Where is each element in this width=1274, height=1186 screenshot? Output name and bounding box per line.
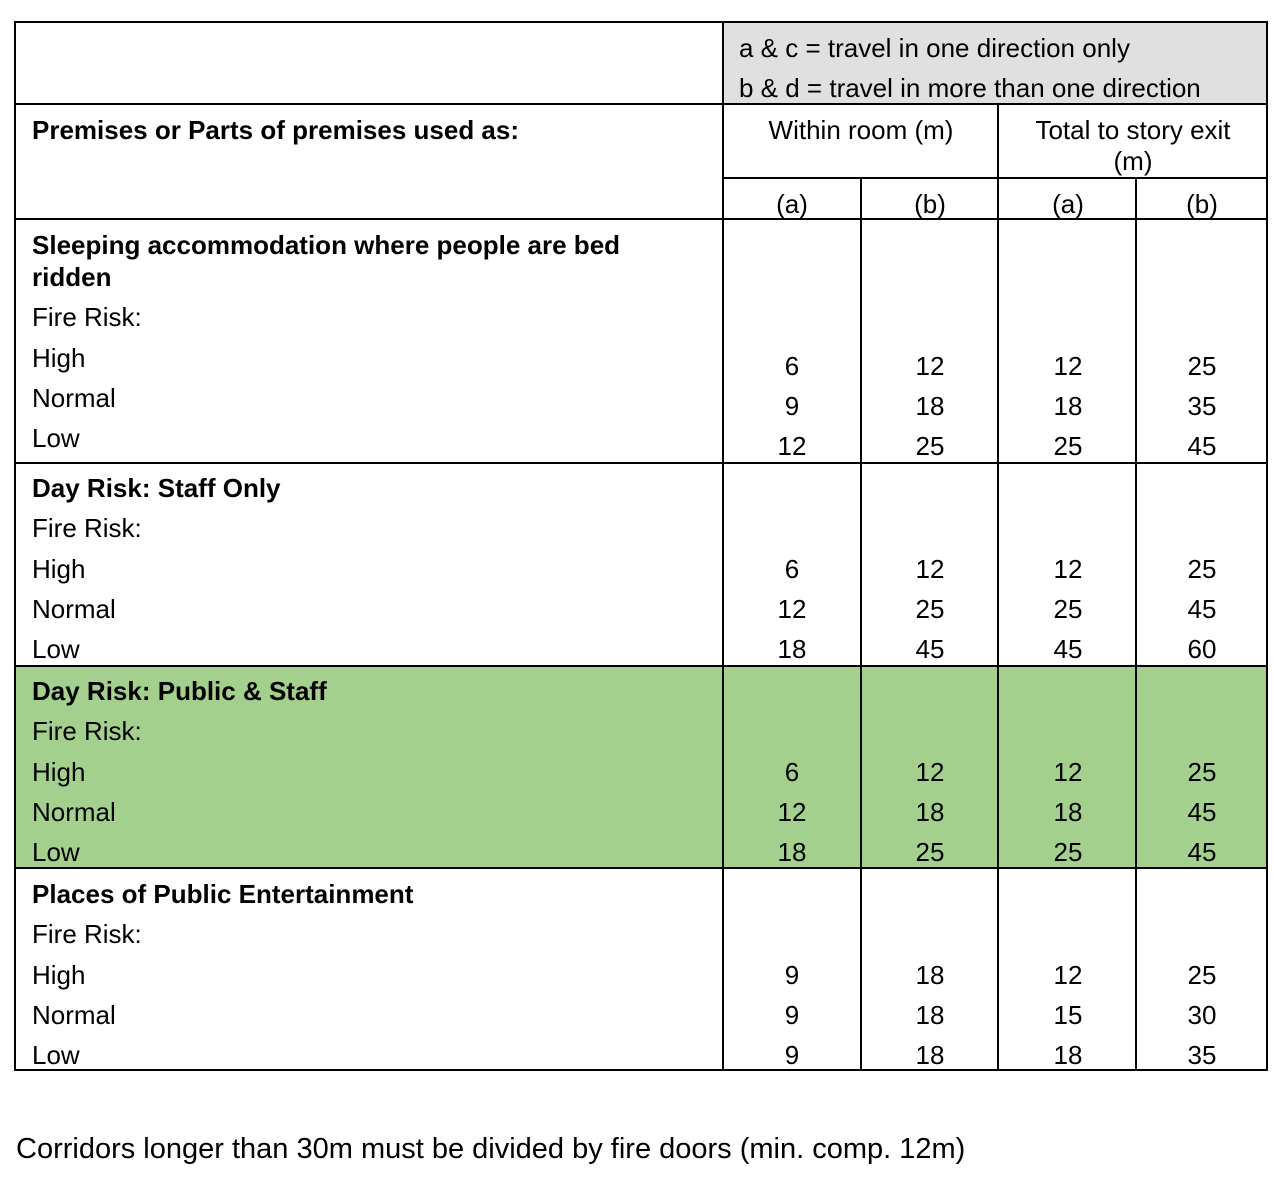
premises-header: Premises or Parts of premises used as: bbox=[32, 115, 520, 145]
border-left bbox=[14, 21, 16, 1071]
border-section-2 bbox=[14, 665, 1268, 667]
cell-value: 6 bbox=[784, 351, 800, 381]
cell-value: 45 bbox=[1187, 837, 1217, 867]
border-legend-bottom bbox=[14, 103, 1268, 105]
row-label-normal: Normal bbox=[32, 797, 116, 827]
cell-value: 6 bbox=[784, 757, 800, 787]
cell-value: 18 bbox=[915, 1000, 945, 1030]
row-label-low: Low bbox=[32, 423, 80, 453]
cell-value: 35 bbox=[1187, 1040, 1217, 1070]
cell-value: 6 bbox=[784, 554, 800, 584]
cell-value: 25 bbox=[1053, 837, 1083, 867]
cell-value: 45 bbox=[1053, 634, 1083, 664]
border-section-3 bbox=[14, 867, 1268, 869]
legend-line-2: b & d = travel in more than one direction bbox=[739, 73, 1201, 103]
cell-value: 15 bbox=[1053, 1000, 1083, 1030]
legend-line-1: a & c = travel in one direction only bbox=[739, 33, 1130, 63]
section-title-cont: ridden bbox=[32, 262, 112, 292]
cell-value: 12 bbox=[915, 554, 945, 584]
cell-value: 45 bbox=[915, 634, 945, 664]
cell-value: 12 bbox=[1053, 757, 1083, 787]
row-label-low: Low bbox=[32, 634, 80, 664]
cell-value: 25 bbox=[915, 594, 945, 624]
cell-value: 12 bbox=[777, 431, 807, 461]
cell-value: 12 bbox=[1053, 351, 1083, 381]
cell-value: 18 bbox=[777, 837, 807, 867]
cell-value: 35 bbox=[1187, 391, 1217, 421]
cell-value: 45 bbox=[1187, 594, 1217, 624]
border-top bbox=[14, 21, 1268, 23]
cell-value: 18 bbox=[1053, 391, 1083, 421]
cell-value: 9 bbox=[784, 1000, 800, 1030]
section-title: Places of Public Entertainment bbox=[32, 879, 414, 909]
cell-value: 30 bbox=[1187, 1000, 1217, 1030]
cell-value: 25 bbox=[1187, 554, 1217, 584]
cell-value: 18 bbox=[1053, 797, 1083, 827]
within-room-header: Within room (m) bbox=[768, 115, 954, 145]
cell-value: 25 bbox=[1053, 431, 1083, 461]
cell-value: 60 bbox=[1187, 634, 1217, 664]
row-label-high: High bbox=[32, 757, 86, 787]
cell-value: 12 bbox=[777, 797, 807, 827]
row-label-high: High bbox=[32, 554, 86, 584]
border-right bbox=[1266, 21, 1268, 1071]
cell-value: 9 bbox=[784, 960, 800, 990]
cell-value: 12 bbox=[915, 757, 945, 787]
border-section-1 bbox=[14, 462, 1268, 464]
border-within-room bbox=[997, 103, 999, 1071]
border-label-col bbox=[722, 21, 724, 1071]
cell-value: 25 bbox=[915, 837, 945, 867]
cell-value: 12 bbox=[777, 594, 807, 624]
col-header-b2: (b) bbox=[1186, 189, 1218, 219]
col-header-b1: (b) bbox=[914, 189, 946, 219]
cell-value: 18 bbox=[1053, 1040, 1083, 1070]
row-label-low: Low bbox=[32, 1040, 80, 1070]
row-label-low: Low bbox=[32, 837, 80, 867]
border-subheader bbox=[723, 177, 1268, 179]
border-col-b2 bbox=[1135, 177, 1137, 1071]
section-title: Sleeping accommodation where people are bed bbox=[32, 230, 621, 260]
fire-risk-label: Fire Risk: bbox=[32, 919, 142, 949]
cell-value: 45 bbox=[1187, 797, 1217, 827]
cell-value: 12 bbox=[1053, 554, 1083, 584]
cell-value: 9 bbox=[784, 1040, 800, 1070]
footnote: Corridors longer than 30m must be divided by fire doors (min. comp. 12m) bbox=[16, 1133, 966, 1165]
cell-value: 25 bbox=[1053, 594, 1083, 624]
cell-value: 18 bbox=[915, 1040, 945, 1070]
cell-value: 12 bbox=[1053, 960, 1083, 990]
row-label-normal: Normal bbox=[32, 383, 116, 413]
cell-value: 18 bbox=[915, 960, 945, 990]
cell-value: 9 bbox=[784, 391, 800, 421]
row-label-normal: Normal bbox=[32, 1000, 116, 1030]
section-title: Day Risk: Public & Staff bbox=[32, 676, 327, 706]
section-title: Day Risk: Staff Only bbox=[32, 473, 281, 503]
col-header-a1: (a) bbox=[776, 189, 808, 219]
total-exit-header-2: (m) bbox=[1113, 146, 1153, 176]
row-label-normal: Normal bbox=[32, 594, 116, 624]
cell-value: 25 bbox=[915, 431, 945, 461]
fire-risk-label: Fire Risk: bbox=[32, 302, 142, 332]
cell-value: 25 bbox=[1187, 351, 1217, 381]
cell-value: 18 bbox=[915, 391, 945, 421]
row-label-high: High bbox=[32, 343, 86, 373]
border-col-b1 bbox=[860, 177, 862, 1071]
fire-risk-label: Fire Risk: bbox=[32, 513, 142, 543]
cell-value: 18 bbox=[777, 634, 807, 664]
cell-value: 25 bbox=[1187, 757, 1217, 787]
cell-value: 18 bbox=[915, 797, 945, 827]
fire-risk-label: Fire Risk: bbox=[32, 716, 142, 746]
cell-value: 45 bbox=[1187, 431, 1217, 461]
row-label-high: High bbox=[32, 960, 86, 990]
cell-value: 25 bbox=[1187, 960, 1217, 990]
col-header-a2: (a) bbox=[1052, 189, 1084, 219]
cell-value: 12 bbox=[915, 351, 945, 381]
total-exit-header-1: Total to story exit bbox=[1035, 115, 1231, 145]
